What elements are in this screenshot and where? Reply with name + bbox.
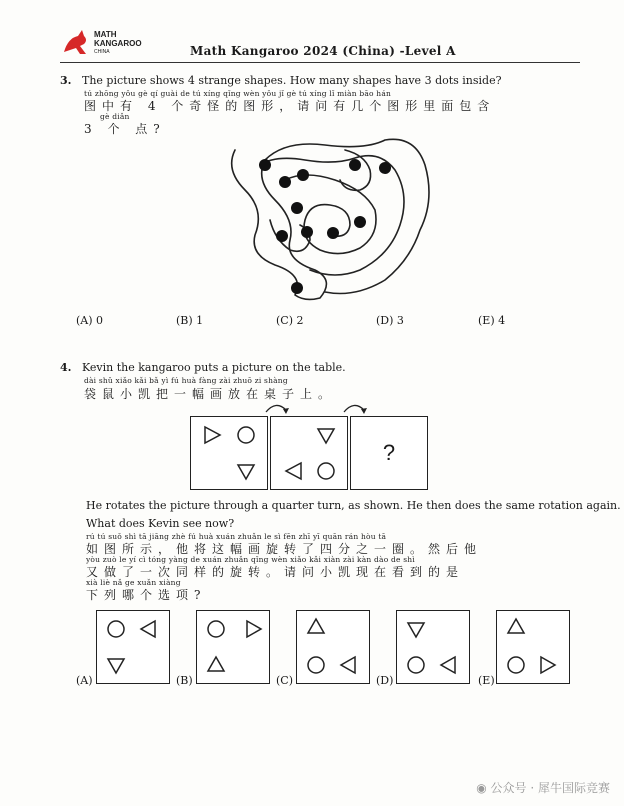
triangle-up-icon <box>308 619 324 633</box>
q4-chinese-2: 如图所示，他将这幅画旋转了四分之一圈。然后他 <box>86 542 483 556</box>
circle-icon <box>238 427 254 443</box>
q4-option-e-label[interactable]: (E) <box>478 674 495 687</box>
q3-text: The picture shows 4 strange shapes. How many shapes have 3 dots inside? <box>82 74 502 87</box>
q4-option-c-picture[interactable] <box>296 610 370 684</box>
q4-option-b-picture[interactable] <box>196 610 270 684</box>
circle-icon <box>108 621 124 637</box>
dot <box>379 162 391 174</box>
shape-inner-1 <box>260 156 404 275</box>
q3-option-b[interactable]: (B) 1 <box>176 314 204 327</box>
q4-option-a-label[interactable]: (A) <box>76 674 93 687</box>
wechat-watermark <box>476 779 610 796</box>
q4-option-d-picture[interactable] <box>396 610 470 684</box>
dot <box>349 159 361 171</box>
dot <box>276 230 288 242</box>
triangle-left-icon <box>341 657 355 673</box>
dot <box>301 226 313 238</box>
rotation-picture-unknown <box>350 416 428 490</box>
triangle-right-icon <box>247 621 261 637</box>
q3-pinyin-1: tú zhōng yǒu gè qí guài de tú xíng qǐng wèn yǒu jǐ gè tú xíng lǐ miàn bāo hán <box>84 89 392 98</box>
q4-option-e-picture[interactable] <box>496 610 570 684</box>
header-divider <box>60 62 580 63</box>
q3-pinyin-2: gè diǎn <box>100 112 130 121</box>
logo-line3: CHINA <box>94 49 110 55</box>
dot <box>297 169 309 181</box>
math-kangaroo-logo <box>60 28 150 58</box>
q4-chinese-3: 又做了一次同样的旋转。请问小凯现在看到的是 <box>86 565 465 579</box>
question-mark: ? <box>382 440 396 465</box>
dot <box>327 227 339 239</box>
circle-icon <box>508 657 524 673</box>
triangle-right-icon <box>205 427 220 443</box>
q3-option-c[interactable]: (C) 2 <box>276 314 304 327</box>
q4-pinyin-1: dài shǔ xiǎo kǎi bǎ yì fú huà fàng zài zhuō zi shàng <box>84 376 288 385</box>
triangle-down-icon <box>318 429 334 443</box>
logo-line2: KANGAROO <box>94 39 142 48</box>
rotation-picture-2 <box>270 416 348 490</box>
q3-option-e[interactable]: (E) 4 <box>478 314 506 327</box>
q3-number: 3. <box>60 74 72 87</box>
q4-option-b-label[interactable]: (B) <box>176 674 193 687</box>
q4-pinyin-2: rú tú suǒ shì tā jiāng zhè fú huà xuán zhuǎn le sì fēn zhī yī quān rán hòu tā <box>86 532 387 541</box>
q3-option-d[interactable]: (D) 3 <box>376 314 404 327</box>
triangle-left-icon <box>286 463 301 479</box>
triangle-left-icon <box>441 657 455 673</box>
page-header-title: Math Kangaroo 2024 (China) -Level A <box>190 44 456 58</box>
kangaroo-logo-icon <box>60 28 92 56</box>
triangle-down-icon <box>108 659 124 673</box>
q4-number: 4. <box>60 361 72 374</box>
q4-text-2: He rotates the picture through a quarter turn, as shown. He then does the same rotation again. <box>86 499 621 512</box>
rotation-picture-1 <box>190 416 268 490</box>
q4-option-d-label[interactable]: (D) <box>376 674 394 687</box>
q4-text-3: What does Kevin see now? <box>86 517 235 530</box>
q4-text-1: Kevin the kangaroo puts a picture on the table. <box>82 361 346 374</box>
dot <box>279 176 291 188</box>
triangle-left-icon <box>141 621 155 637</box>
circle-icon <box>318 463 334 479</box>
shape-inner-2 <box>285 175 376 254</box>
dot <box>354 216 366 228</box>
watermark-text: 公众号 · 犀牛国际竞赛 <box>490 781 610 795</box>
q4-chinese-1: 袋鼠小凯把一幅画放在桌子上。 <box>84 387 337 401</box>
q3-chinese-2: 3 个 点? <box>84 122 166 136</box>
triangle-down-icon <box>408 623 424 637</box>
logo-line1: MATH <box>94 30 117 39</box>
triangle-down-icon <box>238 465 254 479</box>
q4-option-c-label[interactable]: (C) <box>276 674 293 687</box>
q4-option-a-picture[interactable] <box>96 610 170 684</box>
strange-shapes-figure <box>215 130 440 305</box>
circle-icon <box>208 621 224 637</box>
q3-chinese-1: 图中有 4 个奇怪的图形，请问有几个图形里面包含 <box>84 99 496 113</box>
q4-pinyin-3: yòu zuò le yí cì tóng yàng de xuán zhuǎn qǐng wèn xiǎo kǎi xiàn zài kàn dào de shì <box>86 555 415 564</box>
wechat-icon: ◉ <box>476 781 491 795</box>
dot <box>259 159 271 171</box>
triangle-up-icon <box>208 657 224 671</box>
q4-chinese-4: 下列哪个选项? <box>86 588 207 602</box>
circle-icon <box>308 657 324 673</box>
q4-pinyin-4: xià liè nǎ ge xuǎn xiàng <box>86 578 181 587</box>
triangle-up-icon <box>508 619 524 633</box>
q3-option-a[interactable]: (A) 0 <box>76 314 104 327</box>
dot <box>291 202 303 214</box>
circle-icon <box>408 657 424 673</box>
triangle-right-icon <box>541 657 555 673</box>
dot <box>291 282 303 294</box>
